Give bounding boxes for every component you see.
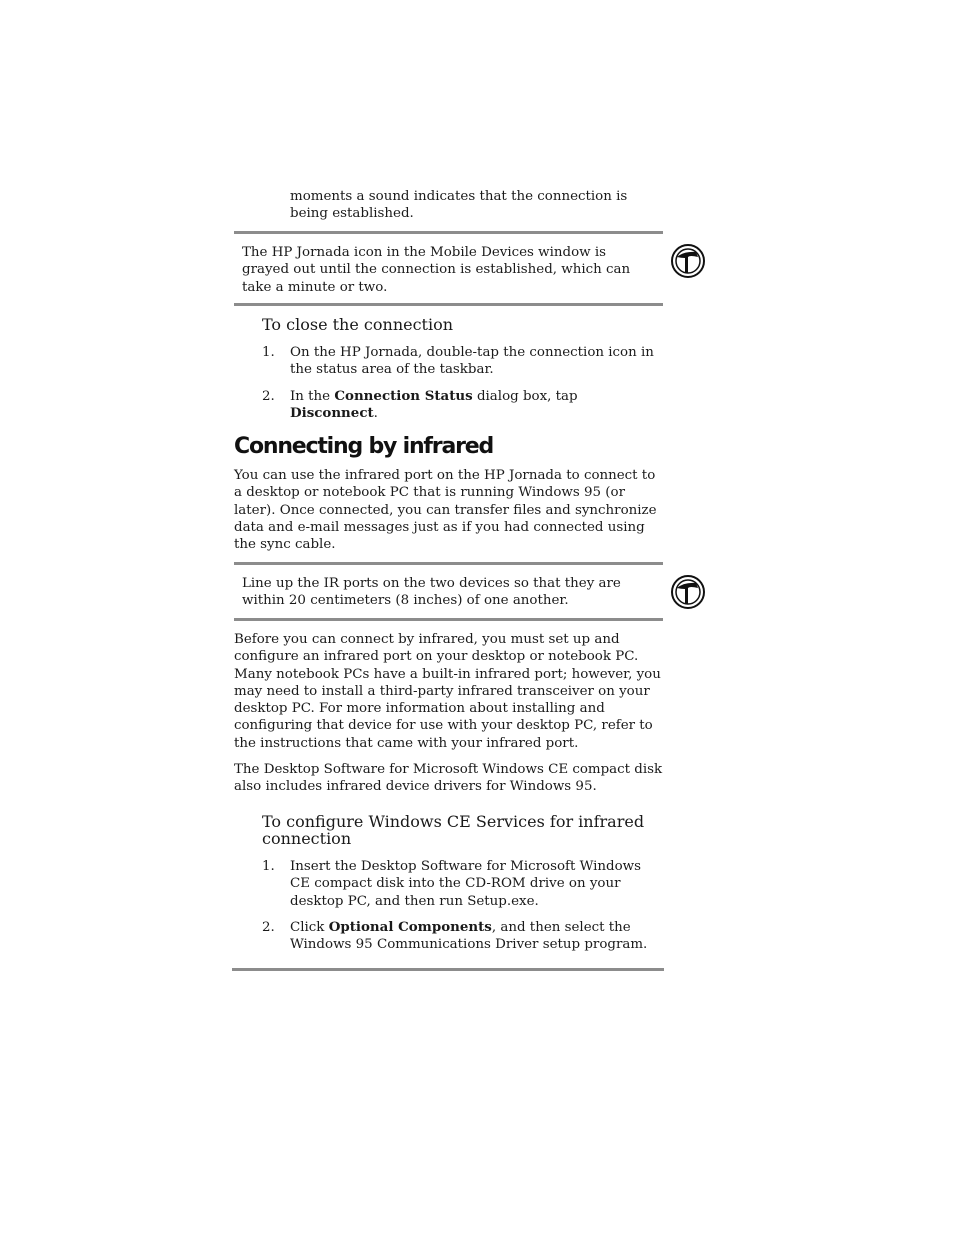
- body-paragraph: Before you can connect by infrared, you must set up and configure an infrared port on your desktop or notebook PC. Many notebook PCs have a built-in infrared port; however, you may need to install a third-party infrared transceiver on your desktop PC. For more information about installing and configuring that device for use with your desktop PC, refer to the instructions that came with your infrared port.: [234, 632, 661, 751]
- note-icon: [670, 243, 706, 279]
- note-top-rule: [234, 231, 663, 234]
- section-heading: Connecting by infrared: [234, 434, 494, 459]
- ui-term-bold: Connection Status: [334, 388, 473, 404]
- step-number: 2.: [262, 920, 275, 935]
- body-paragraph: You can use the infrared port on the HP Jornada to connect to a desktop or notebook PC that is running Windows 95 (or later). Once connected, you can transfer files and synchronize data and e-mail messages just as if you had connected using the sync cable.: [234, 468, 657, 553]
- step-text: Click Optional Components, and then select the Windows 95 Communications Driver setup program.: [290, 919, 648, 953]
- step-number: 2.: [262, 389, 275, 404]
- procedure-title: To configure Windows CE Services for infrared connection: [262, 812, 645, 848]
- step-text: In the Connection Status dialog box, tap Disconnect.: [290, 388, 578, 422]
- step-number: 1.: [262, 345, 275, 360]
- ui-term-bold: Optional Components: [328, 919, 492, 935]
- intro-text: moments a sound indicates that the connection is being established.: [290, 189, 628, 222]
- note-icon: [670, 574, 706, 610]
- note-text: The HP Jornada icon in the Mobile Devices window is grayed out until the connection is established, which can take a minute or two.: [242, 245, 631, 295]
- note-bottom-rule: [234, 303, 663, 306]
- step-text: Insert the Desktop Software for Microsoft Windows CE compact disk into the CD-ROM drive on your desktop PC, and then run Setup.exe.: [290, 859, 642, 909]
- ui-term-bold: Disconnect: [290, 405, 374, 422]
- note-text: Line up the IR ports on the two devices so that they are within 20 centimeters (8 inches) of one another.: [242, 576, 621, 609]
- body-paragraph: The Desktop Software for Microsoft Windows CE compact disk also includes infrared device drivers for Windows 95.: [234, 762, 663, 795]
- step-text: On the HP Jornada, double-tap the connection icon in the status area of the taskbar.: [290, 345, 654, 378]
- note-top-rule: [234, 562, 663, 565]
- note-bottom-rule: [234, 618, 663, 621]
- step-number: 1.: [262, 859, 275, 874]
- procedure-end-rule: [232, 968, 664, 971]
- procedure-title: To close the connection: [262, 315, 454, 334]
